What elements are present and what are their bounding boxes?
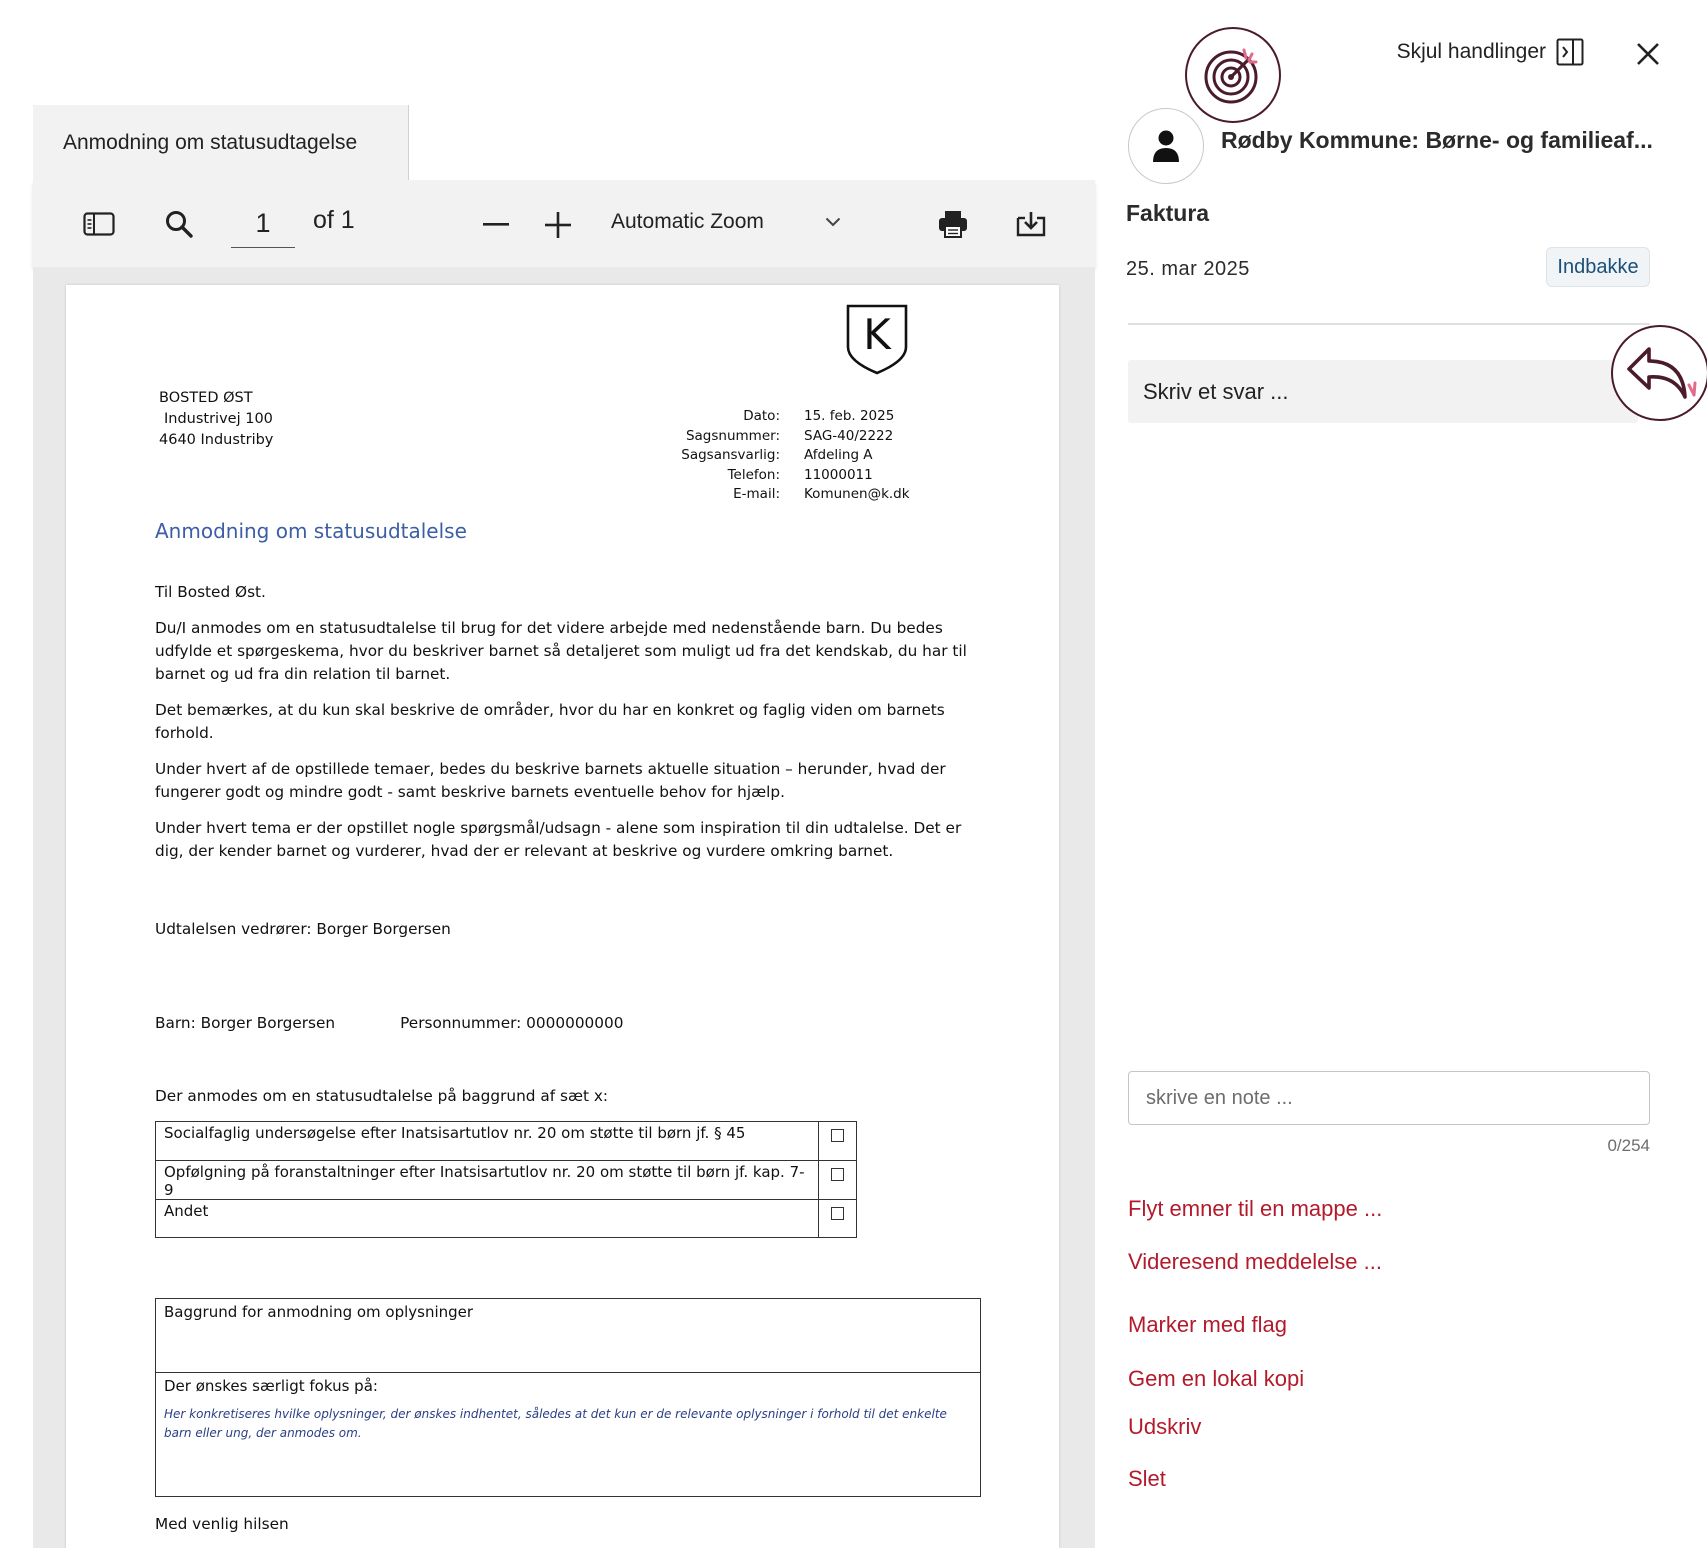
target-icon[interactable] bbox=[1185, 27, 1281, 123]
reply-placeholder: Skriv et svar ... bbox=[1143, 378, 1289, 404]
note-input[interactable] bbox=[1128, 1071, 1650, 1125]
pdf-page bbox=[66, 285, 1059, 1548]
close-icon[interactable] bbox=[1632, 38, 1664, 70]
move-to-folder-link[interactable]: Flyt emner til en mappe ... bbox=[1128, 1196, 1383, 1221]
save-local-copy-link[interactable]: Gem en lokal kopi bbox=[1128, 1366, 1305, 1391]
checkbox-icon bbox=[831, 1129, 844, 1142]
divider bbox=[1128, 323, 1650, 325]
focus-label: Der ønskes særligt fokus på: bbox=[164, 1377, 378, 1395]
forward-message-link[interactable]: Videresend meddelelse ... bbox=[1128, 1249, 1382, 1274]
flag-message-link[interactable]: Marker med flag bbox=[1128, 1312, 1287, 1337]
child-name: Barn: Borger Borgersen bbox=[155, 1014, 336, 1032]
paragraph: Det bemærkes, at du kun skal beskrive de områder, hvor du har en konkret og faglig viden om barnets forhold. bbox=[155, 701, 945, 742]
document-title: Anmodning om statusudtalelse bbox=[155, 519, 467, 543]
chevron-down-icon bbox=[825, 217, 841, 227]
table-row: Baggrund for anmodning om oplysninger bbox=[156, 1299, 981, 1373]
checkbox-icon bbox=[831, 1207, 844, 1220]
closing-line: Med venlig hilsen bbox=[155, 1515, 289, 1533]
table-row: Socialfaglig undersøgelse efter Inatsisartutlov nr. 20 om støtte til børn jf. § 45 bbox=[156, 1122, 857, 1161]
paragraph: Du/I anmodes om en statusudtalelse til brug for det videre arbejde med nedenstående barn. Du bedes udfylde et spørgeskema, hvor du beskriver barnet så detaljeret som muligt ud fra det kendskab, du har til barnet og ud fra din relation til barnet. bbox=[155, 619, 967, 683]
pdf-toolbar bbox=[33, 180, 1095, 267]
child-line bbox=[155, 1014, 623, 1032]
user-icon bbox=[1151, 129, 1181, 163]
message-date: 25. mar 2025 bbox=[1126, 258, 1250, 280]
delete-link[interactable]: Slet bbox=[1128, 1466, 1166, 1491]
recipient-address: BOSTED ØST Industrivej 100 4640 Industriby bbox=[159, 390, 274, 448]
page-count-label: of 1 bbox=[313, 206, 355, 234]
zoom-select-value: Automatic Zoom bbox=[611, 210, 764, 233]
paragraph: Under hvert af de opstillede temaer, bedes du beskrive barnets aktuelle situation – herunder, hvad der fungerer godt og mindre godt - samt beskrive barnets eventuelle behov for hjælp. bbox=[155, 760, 946, 801]
viewer-tab-title: Anmodning om statusudtagelse bbox=[63, 130, 358, 154]
download-icon[interactable] bbox=[1011, 204, 1051, 244]
folder-badge[interactable]: Indbakke bbox=[1546, 247, 1650, 287]
avatar bbox=[1128, 108, 1204, 184]
message-subject: Faktura bbox=[1126, 200, 1210, 226]
document-body bbox=[155, 581, 985, 876]
case-metadata: Dato: 15. feb. 2025 Sagsnummer: SAG-40/2222 Sagsansvarlig: Afdeling A Telefon: 11000011 E-mail: Komunen@k.dk bbox=[681, 408, 910, 502]
paragraph: Under hvert tema er der opstillet nogle spørgsmål/udsagn - alene som inspiration til din udtalelse. Det er dig, der kender barnet og vurderer, hvad der er relevant at beskrive og vurdere omkring barnet. bbox=[155, 819, 962, 860]
table-row: Andet bbox=[156, 1199, 857, 1238]
regarding-line: Udtalelsen vedrører: Borger Borgersen bbox=[155, 920, 451, 938]
search-icon[interactable] bbox=[159, 204, 199, 244]
background-table bbox=[155, 1298, 981, 1497]
table-row bbox=[156, 1373, 981, 1497]
print-icon[interactable] bbox=[933, 204, 973, 244]
reply-input[interactable] bbox=[1128, 360, 1638, 423]
viewer-tab[interactable] bbox=[33, 105, 409, 180]
hide-actions-button[interactable] bbox=[1397, 38, 1584, 66]
collapse-panel-icon bbox=[1556, 38, 1584, 66]
zoom-in-icon[interactable] bbox=[539, 206, 577, 244]
table-row: Opfølgning på foranstaltninger efter Inatsisartutlov nr. 20 om støtte til børn jf. kap. 7-9 bbox=[156, 1160, 857, 1199]
hide-actions-label: Skjul handlinger bbox=[1396, 40, 1546, 63]
page-number-input[interactable] bbox=[231, 200, 295, 248]
note-char-count: 0/254 bbox=[1607, 1136, 1650, 1155]
request-intro: Der anmodes om en statusudtalelse på baggrund af sæt x: bbox=[155, 1087, 609, 1105]
sender-name: Rødby Kommune: Børne- og familieaf... bbox=[1221, 127, 1653, 153]
greeting: Til Bosted Øst. bbox=[155, 583, 266, 601]
focus-note: Her konkretiseres hvilke oplysninger, der ønskes indhentet, således at det kun er de relevante oplysninger i forhold til det enkelte barn eller ung, der anmodes om. bbox=[164, 1407, 947, 1440]
svg-text:K: K bbox=[863, 310, 891, 359]
municipality-logo bbox=[844, 303, 910, 379]
print-link[interactable]: Udskriv bbox=[1128, 1414, 1202, 1439]
reply-icon[interactable] bbox=[1611, 325, 1707, 421]
request-checklist bbox=[155, 1121, 857, 1238]
cpr-number: Personnummer: 0000000000 bbox=[400, 1014, 624, 1032]
zoom-out-icon[interactable] bbox=[477, 206, 515, 244]
checkbox-icon bbox=[831, 1168, 844, 1181]
zoom-select[interactable] bbox=[611, 202, 841, 242]
sidebar-toggle-icon[interactable] bbox=[81, 206, 117, 242]
